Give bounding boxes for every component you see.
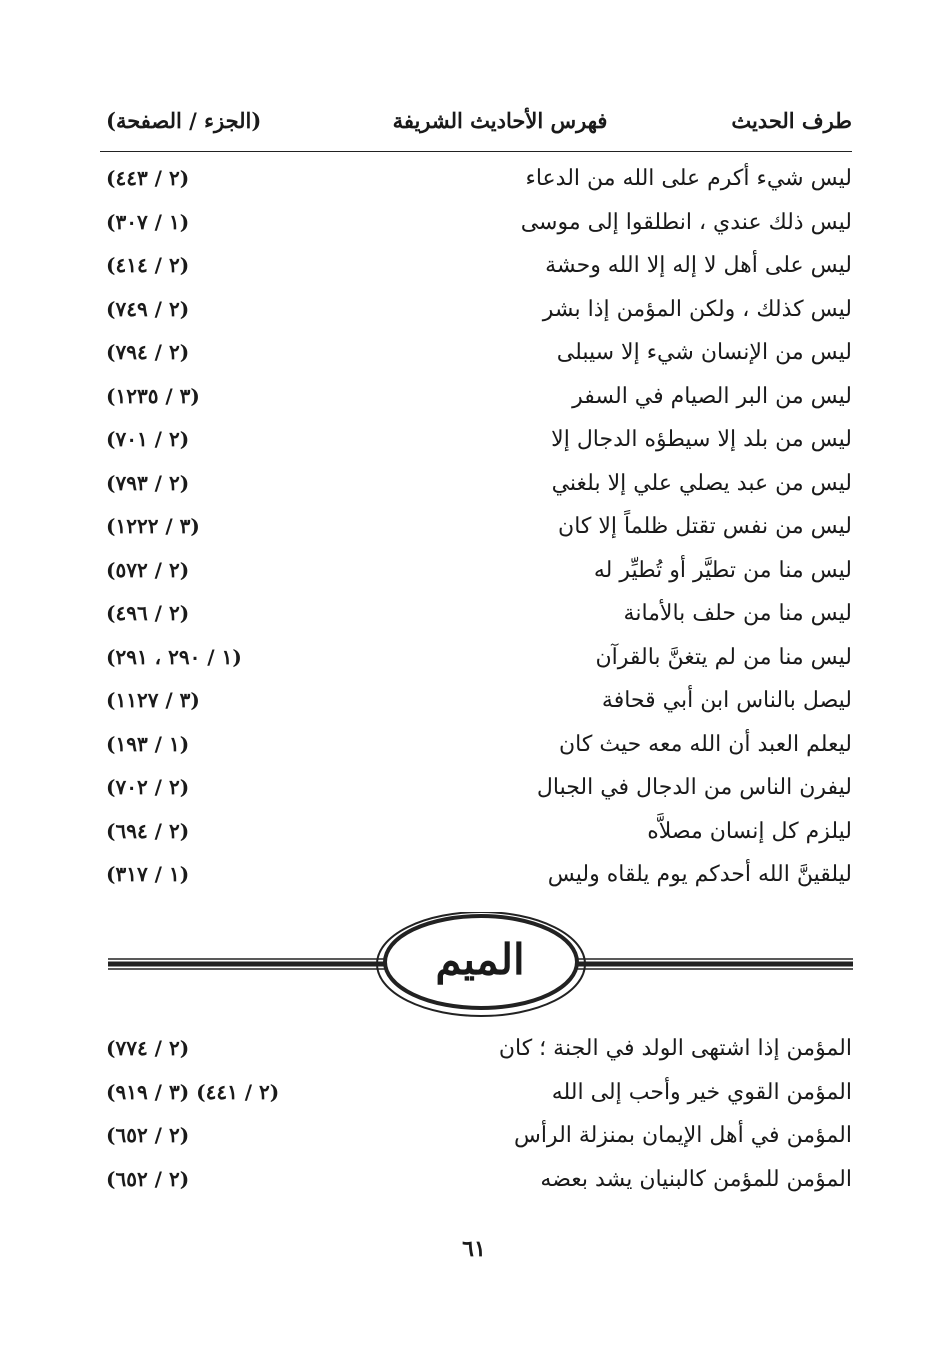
index-entry [100, 1074, 852, 1118]
volume-page-reference: (٢ / ٤٤١) (٣ / ٩١٩) [106, 1079, 280, 1104]
hadith-opening-text: المؤمن القوي خير وأحب إلى الله [551, 1079, 852, 1105]
hadith-opening-text: ليس على أهل لا إله إلا الله وحشة [545, 253, 852, 278]
hadith-opening-text: ليس منا من لم يتغنَّ بالقرآن [595, 644, 852, 670]
volume-page-reference: (٢ / ٤٩٦) [106, 601, 190, 625]
section-divider [108, 912, 853, 1020]
hadith-opening-text: ليلقينَّ الله أحدكم يوم يلقاه وليس [547, 862, 852, 887]
header-hadith-column-title: طرف الحديث [731, 108, 852, 133]
header-index-title: فهرس الأحاديث الشريفة [392, 108, 608, 133]
index-entry [100, 682, 852, 726]
section-title-mim: الميم [435, 935, 525, 984]
volume-page-reference: (٢ / ٧٤٩) [106, 296, 190, 321]
volume-page-reference: (٢ / ٧٠١) [106, 427, 190, 451]
index-entry [100, 769, 852, 813]
hadith-opening-text: ليس كذلك ، ولكن المؤمن إذا بشر [542, 296, 852, 322]
index-entry [100, 1117, 852, 1161]
index-entry [100, 247, 852, 291]
index-entry [100, 1030, 852, 1074]
hadith-opening-text: ليس منا من تطيَّر أو تُطيِّر له [593, 557, 852, 583]
header-rule [100, 151, 852, 152]
volume-page-reference: (٢ / ٦٥٢) [106, 1166, 190, 1191]
volume-page-reference: (٢ / ٧٩٤) [106, 340, 190, 364]
volume-page-reference: (٢ / ٤١٤) [106, 253, 190, 277]
hadith-opening-text: ليس من نفس تقتل ظلماً إلا كان [558, 514, 852, 539]
index-entry [100, 160, 852, 204]
hadith-opening-text: ليلزم كل إنسان مصلاَّه [647, 818, 852, 844]
hadith-opening-text: المؤمن في أهل الإيمان بمنزلة الرأس [513, 1123, 852, 1148]
index-entry [100, 552, 852, 596]
hadith-opening-text: المؤمن إذا اشتهى الولد في الجنة ؛ كان [498, 1036, 852, 1061]
index-entry [100, 421, 852, 465]
volume-page-reference: (١ / ٣٠٧) [106, 209, 190, 234]
volume-page-reference: (٢ / ٧٧٤) [106, 1036, 190, 1060]
hadith-opening-text: ليس شيء أكرم على الله من الدعاء [525, 166, 852, 191]
hadith-opening-text: ليس من الإنسان شيء إلا سيبلى [556, 340, 852, 365]
volume-page-reference: (٢ / ٧٠٢) [106, 775, 190, 799]
hadith-opening-text: ليس من البر الصيام في السفر [572, 383, 852, 409]
hadith-index-list-lam [100, 160, 852, 900]
index-entry [100, 508, 852, 552]
volume-page-reference: (١ / ١٩٣) [106, 731, 190, 756]
hadith-opening-text: ليفرن الناس من الدجال في الجبال [536, 775, 852, 800]
hadith-opening-text: ليس منا من حلف بالأمانة [623, 601, 852, 626]
volume-page-reference: (١ / ٣١٧) [106, 862, 190, 886]
volume-page-reference: (٢ / ٧٩٣) [106, 470, 190, 495]
hadith-opening-text: ليس من عبد يصلي علي إلا بلغني [551, 470, 852, 496]
volume-page-reference: (٣ / ١٢٣٥) [106, 383, 200, 408]
volume-page-reference: (٢ / ٦٩٤) [106, 818, 190, 843]
index-entry [100, 291, 852, 335]
index-entry [100, 813, 852, 857]
hadith-opening-text: ليس ذلك عندي ، انطلقوا إلى موسى [520, 209, 852, 235]
hadith-opening-text: ليصل بالناس ابن أبي قحافة [601, 688, 852, 713]
index-entry [100, 378, 852, 422]
volume-page-reference: (٢ / ٥٧٢) [106, 557, 190, 582]
index-entry [100, 1161, 852, 1205]
volume-page-reference: (٣ / ١٢٢٢) [106, 514, 200, 538]
volume-page-reference: (١ / ٢٩٠ ، ٢٩١) [106, 644, 242, 669]
index-entry [100, 639, 852, 683]
index-entry [100, 465, 852, 509]
volume-page-reference: (٣ / ١١٢٧) [106, 688, 200, 712]
volume-page-reference: (٢ / ٤٤٣) [106, 166, 190, 190]
hadith-opening-text: ليس من بلد إلا سيطؤه الدجال إلا [551, 427, 852, 452]
index-entry [100, 856, 852, 900]
hadith-opening-text: المؤمن للمؤمن كالبنيان يشد بعضه [540, 1166, 852, 1192]
index-entry [100, 595, 852, 639]
running-header [100, 108, 852, 142]
volume-page-reference: (٢ / ٦٥٢) [106, 1123, 190, 1147]
hadith-index-list-mim [100, 1030, 852, 1204]
index-entry [100, 204, 852, 248]
index-entry [100, 334, 852, 378]
header-volume-page-column-title: (الجزء / الصفحة) [106, 108, 262, 133]
index-entry [100, 726, 852, 770]
hadith-opening-text: ليعلم العبد أن الله معه حيث كان [559, 731, 852, 757]
page-number: ٦١ [462, 1236, 486, 1262]
